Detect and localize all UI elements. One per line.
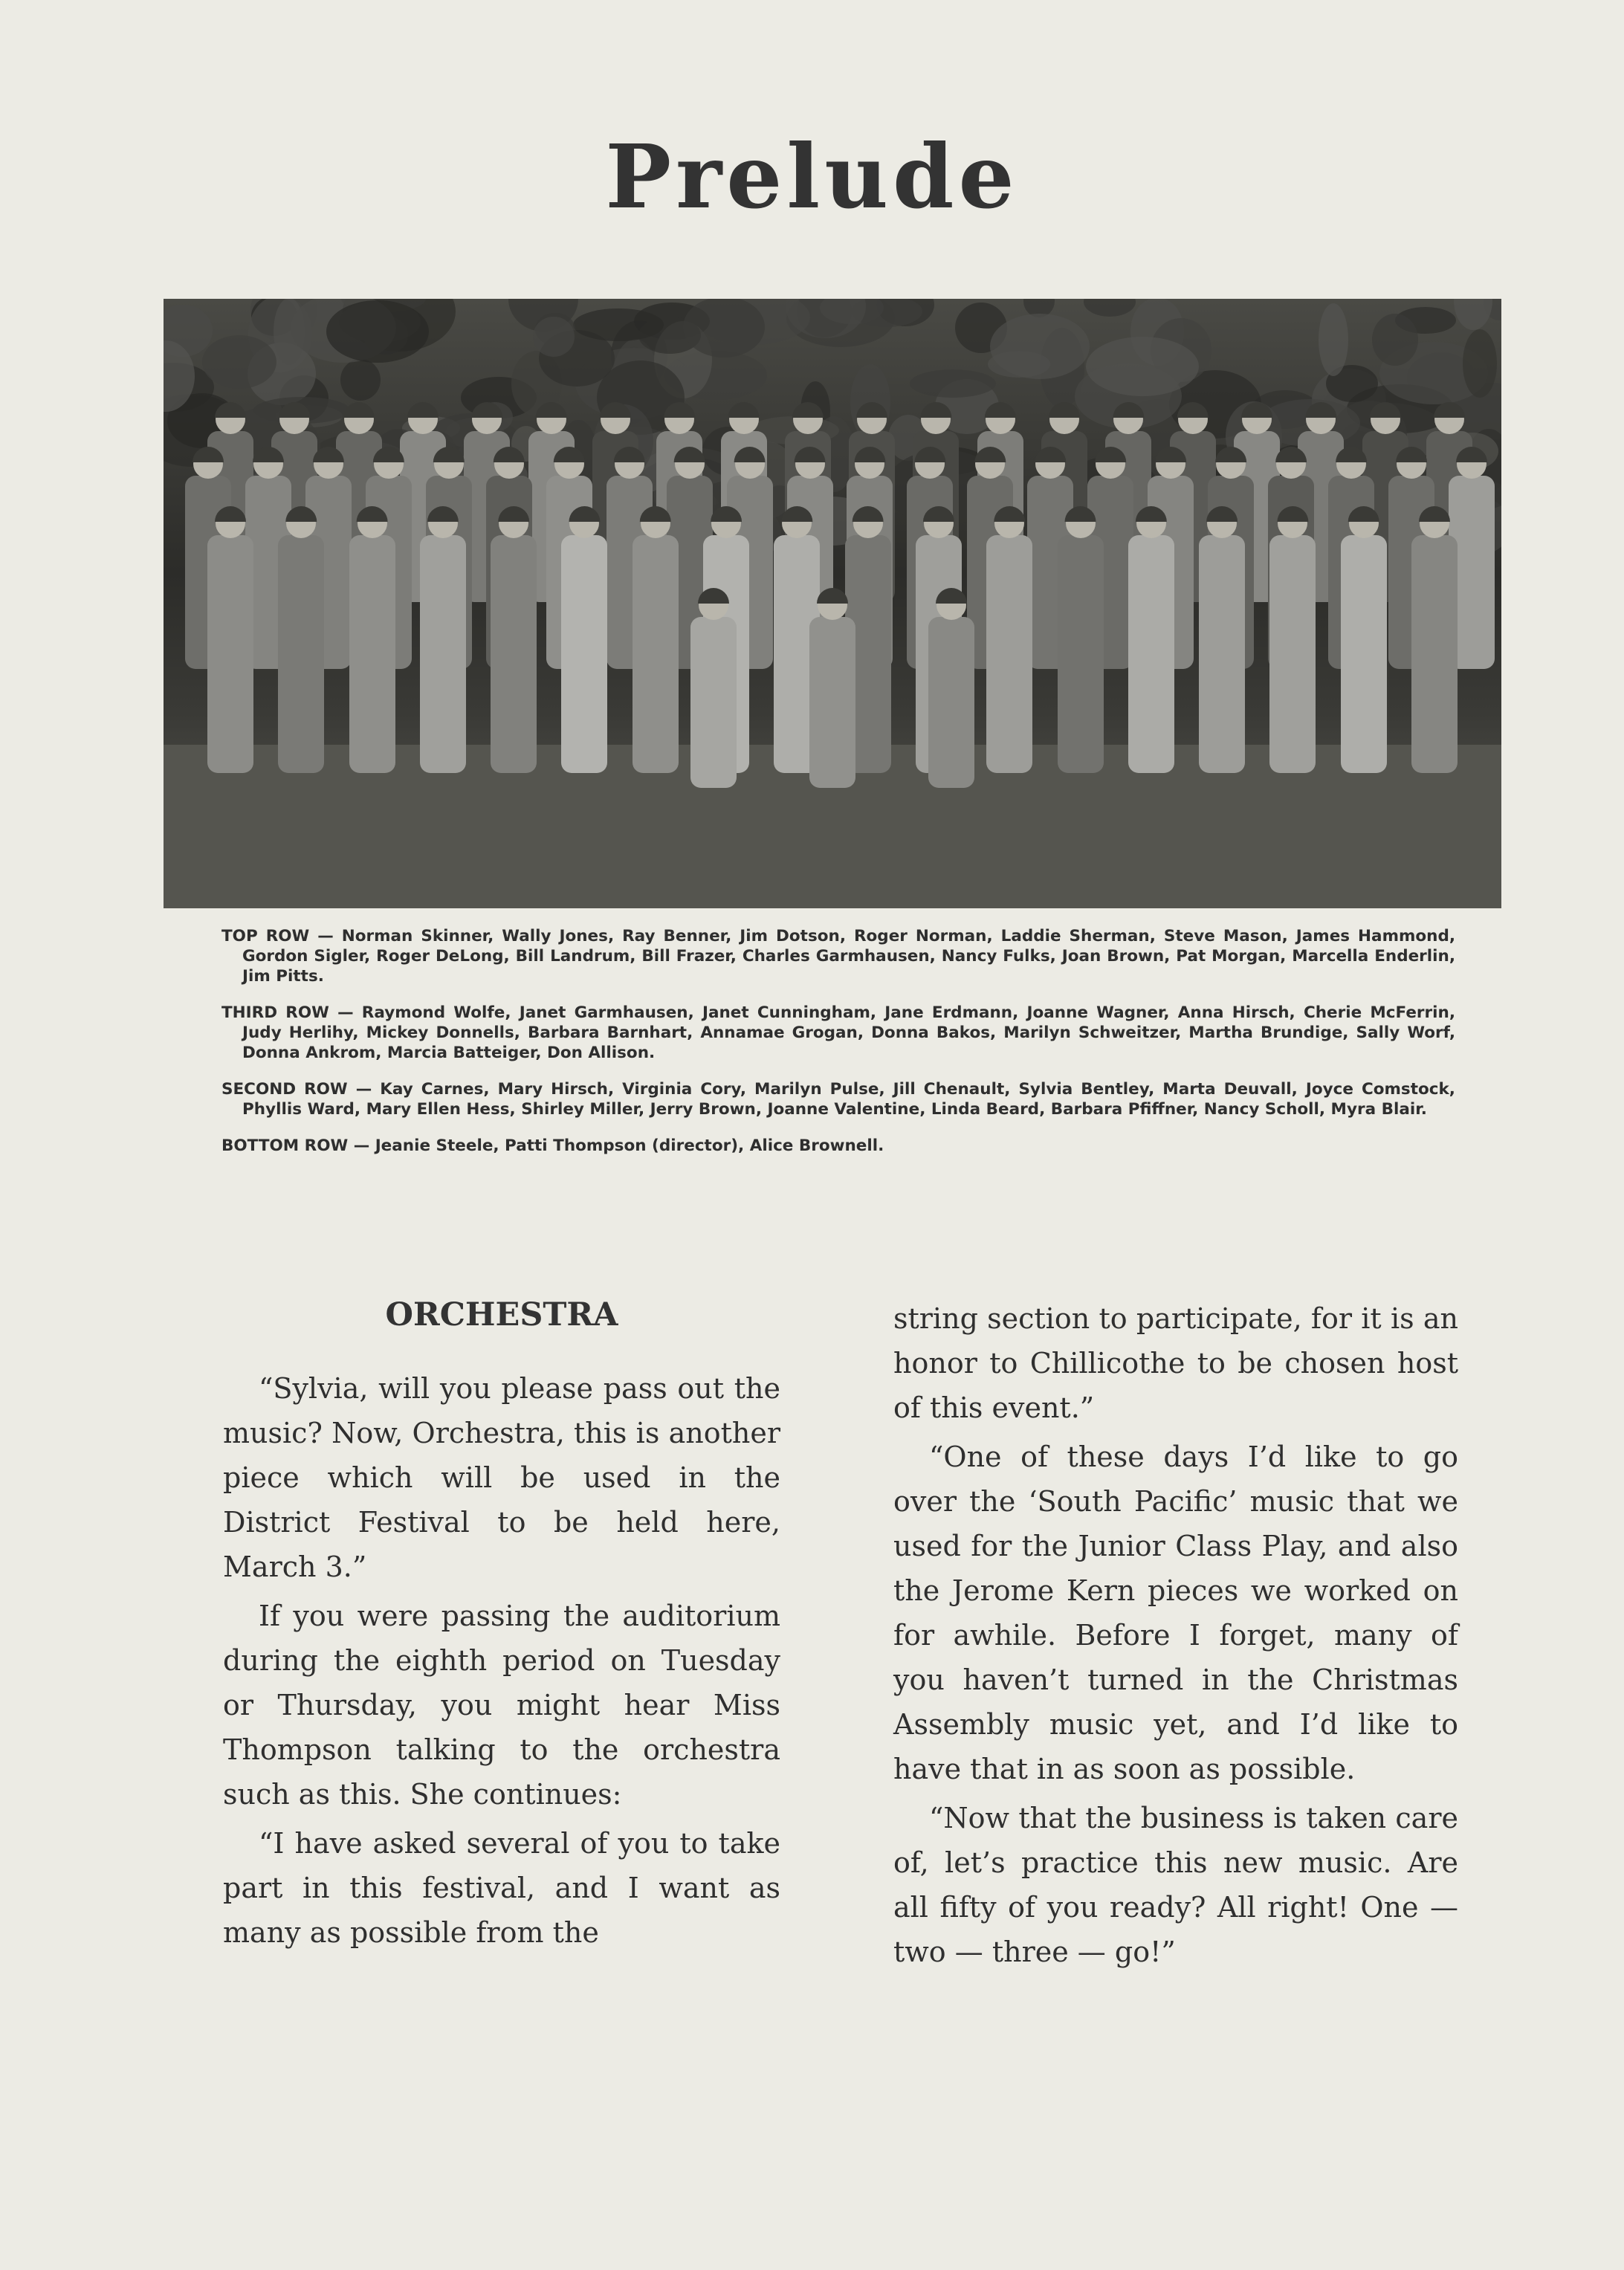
- orchestra-group-photo: [164, 299, 1501, 908]
- photo-illustration: [164, 299, 1501, 908]
- caption-second-row: SECOND ROW — Kay Carnes, Mary Hirsch, Virginia Cory, Marilyn Pulse, Jill Chenault, Sylvia Bentley, Marta Deuvall, Joyce Comstock, Phyllis Ward, Mary Ellen Hess, Shirley Miller, Jerry Brown, Joanne Valentine, Linda Beard, Barbara Pfiffner, Nancy Scholl, Myra Blair.: [221, 1080, 1455, 1119]
- caption-top-row: TOP ROW — Norman Skinner, Wally Jones, Ray Benner, Jim Dotson, Roger Norman, Laddie Sherman, Steve Mason, James Hammond, Gordon Sigler, Roger DeLong, Bill Landrum, Bill Frazer, Charles Garmhausen, Nancy Fulks, Joan Brown, Pat Morgan, Marcella Enderlin, Jim Pitts.: [221, 927, 1456, 986]
- article-paragraph: “I have asked several of you to take part in this festival, and I want as many as possible from the: [223, 1827, 780, 1949]
- article-paragraph: “Sylvia, will you please pass out the music? Now, Orchestra, this is another piece which will be used in the District Festival to be held here, March 3.”: [223, 1372, 780, 1583]
- article-paragraph: If you were passing the auditorium during the eighth period on Tuesday or Thursday, you might hear Miss Thompson talking to the orchestra such as this. She continues:: [223, 1600, 780, 1811]
- caption-third-row: THIRD ROW — Raymond Wolfe, Janet Garmhausen, Janet Cunningham, Jane Erdmann, Joanne Wagner, Anna Hirsch, Cherie McFerrin, Judy Herlihy, Mickey Donnells, Barbara Barnhart, Annamae Grogan, Donna Bakos, Marilyn Schweitzer, Martha Brundige, Sally Worf, Donna Ankrom, Marcia Batteiger, Don Allison.: [221, 1003, 1455, 1062]
- article-left-column: [223, 1366, 780, 1959]
- article-right-column: [893, 1296, 1458, 1979]
- article-heading: ORCHESTRA: [385, 1296, 618, 1333]
- article-paragraph: “One of these days I’d like to go over the ‘South Pacific’ music that we used for the Junior Class Play, and also the Jerome Kern pieces we worked on for awhile. Before I forget, many of you haven’t turned in the Christmas Assembly music yet, and I’d like to have that in as soon as possible.: [893, 1440, 1458, 1785]
- article-paragraph: “Now that the business is taken care of, let’s practice this new music. Are all fifty of you ready? All right! One — two — three — go!”: [893, 1802, 1458, 1968]
- page-title: Prelude: [605, 125, 1019, 228]
- photo-captions: [221, 926, 1455, 1172]
- article-paragraph: string section to participate, for it is an honor to Chillicothe to be chosen host of this event.”: [893, 1302, 1458, 1424]
- caption-bottom-row: BOTTOM ROW — Jeanie Steele, Patti Thompson (director), Alice Brownell.: [221, 1136, 884, 1155]
